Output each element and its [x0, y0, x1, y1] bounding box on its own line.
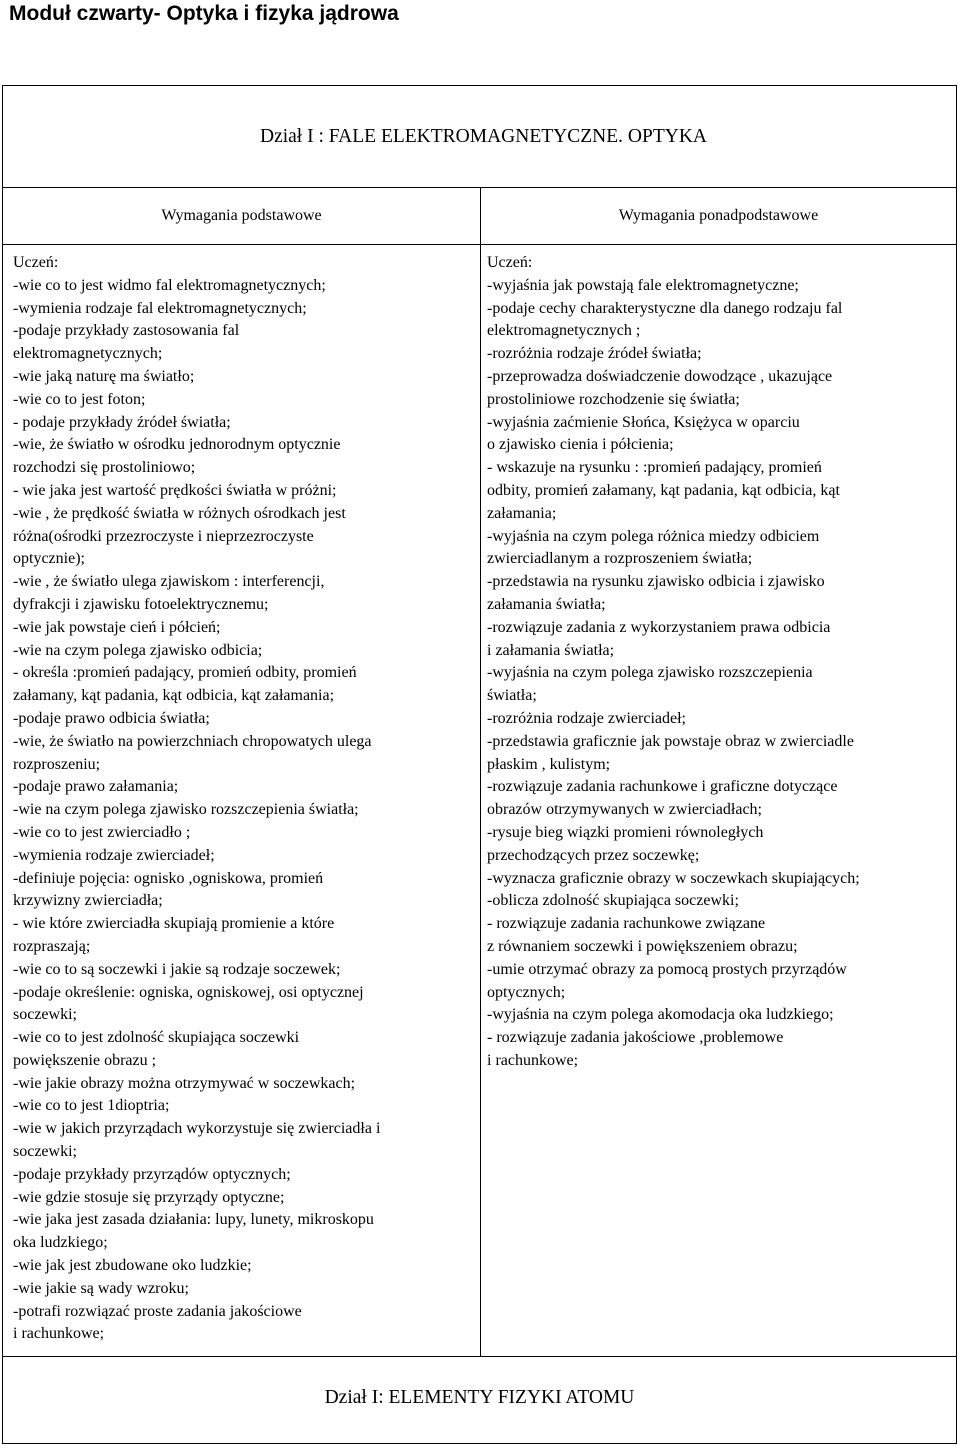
requirement-line: -rysuje bieg wiązki promieni równoległych	[487, 823, 764, 841]
requirement-line: rozpraszają;	[13, 937, 91, 955]
requirement-line: -wyjaśnia na czym polega zjawisko rozszczepienia	[487, 664, 813, 682]
requirement-line: -wie jakie są wady wzroku;	[13, 1279, 189, 1297]
requirement-line: -rozwiązuje zadania rachunkowe i graficzne dotyczące	[487, 778, 838, 796]
requirement-line: -wie co to są soczewki i jakie są rodzaje soczewek;	[13, 960, 341, 978]
requirement-line: -wie gdzie stosuje się przyrządy optyczne;	[13, 1188, 285, 1206]
requirement-line: dyfrakcji i zjawisku fotoelektrycznemu;	[13, 595, 269, 613]
requirement-line: -wie jakie obrazy można otrzymywać w soczewkach;	[13, 1074, 356, 1092]
requirements-table	[2, 85, 957, 1444]
requirement-line: -wie co to jest zdolność skupiająca soczewki	[13, 1029, 300, 1047]
requirement-line: - podaje przykłady źródeł światła;	[13, 413, 231, 431]
requirement-line: soczewki;	[13, 1006, 77, 1024]
requirement-line: i rachunkowe;	[487, 1051, 579, 1069]
section-heading-atom	[3, 1357, 957, 1444]
requirement-line: -wie co to jest widmo fal elektromagnetycznych;	[13, 276, 326, 294]
requirement-line: o zjawisko cienia i półcienia;	[487, 436, 674, 454]
requirement-line: -wyjaśnia jak powstają fale elektromagnetyczne;	[487, 276, 799, 294]
requirement-line: -podaje przykłady przyrządów optycznych;	[13, 1165, 291, 1183]
requirement-line: zwierciadlanym a rozproszeniem światła;	[487, 550, 753, 568]
requirement-line: -podaje prawo odbicia światła;	[13, 709, 210, 727]
requirement-line: -wie w jakich przyrządach wykorzystuje się zwierciadła i	[13, 1120, 381, 1138]
requirement-line: -podaje określenie: ogniska, ogniskowej, osi optycznej	[13, 983, 364, 1001]
requirement-line: płaskim , kulistym;	[487, 755, 611, 773]
requirement-line: - wskazuje na rysunku : :promień padający, promień	[487, 459, 822, 477]
requirement-line: Uczeń:	[487, 254, 533, 271]
requirement-line: -wie , że światło ulega zjawiskom : interferencji,	[13, 573, 325, 591]
requirement-line: -wie jak powstaje cień i półcień;	[13, 618, 221, 636]
section-heading-optics	[3, 86, 957, 188]
requirement-line: i rachunkowe;	[13, 1325, 105, 1343]
requirement-line: -potrafi rozwiązać proste zadania jakościowe	[13, 1302, 302, 1320]
requirement-line: oka ludzkiego;	[13, 1234, 108, 1252]
section-heading-text: Dział I : FALE ELEKTROMAGNETYCZNE. OPTYKA	[260, 125, 707, 147]
requirement-line: - rozwiązuje zadania jakościowe ,problemowe	[487, 1029, 784, 1047]
requirement-line: -wyjaśnia na czym polega akomodacja oka ludzkiego;	[487, 1006, 834, 1024]
requirement-line: -wyjaśnia na czym polega różnica miedzy odbiciem	[487, 527, 820, 545]
requirement-line: -wie co to jest foton;	[13, 390, 146, 408]
requirement-line: -wie , że prędkość światła w różnych ośrodkach jest	[13, 504, 346, 522]
requirement-line: prostoliniowe rozchodzenie się światła;	[487, 390, 740, 408]
requirement-line: -wie co to jest zwierciadło ;	[13, 823, 191, 841]
requirement-line: -rozróżnia rodzaje zwierciadeł;	[487, 709, 686, 727]
requirement-line: Uczeń:	[13, 254, 59, 271]
requirement-line: załamania światła;	[487, 595, 606, 613]
requirement-line: załamany, kąt padania, kąt odbicia, kąt załamania;	[13, 687, 335, 705]
requirement-line: - wie jaka jest wartość prędkości światła w próżni;	[13, 481, 337, 499]
requirement-line: rozchodzi się prostoliniowo;	[13, 459, 196, 477]
section-heading-text: Dział I: ELEMENTY FIZYKI ATOMU	[324, 1387, 635, 1409]
requirement-line: optycznych;	[487, 983, 566, 1001]
requirement-line: rozproszeniu;	[13, 755, 101, 773]
advanced-requirements-list	[481, 245, 957, 1357]
requirement-line: -wie, że światło w ośrodku jednorodnym optycznie	[13, 436, 341, 454]
requirement-line: -definiuje pojęcia: ognisko ,ogniskowa, promień	[13, 869, 324, 887]
requirement-line: - określa :promień padający, promień odbity, promień	[13, 664, 357, 682]
requirement-line: soczewki;	[13, 1143, 77, 1161]
requirement-line: przechodzących przez soczewkę;	[487, 846, 700, 864]
requirement-line: -umie otrzymać obrazy za pomocą prostych przyrządów	[487, 960, 847, 978]
requirement-line: -przedstawia na rysunku zjawisko odbicia i zjawisko	[487, 573, 825, 591]
requirement-line: krzywizny zwierciadła;	[13, 892, 163, 910]
requirement-line: załamania;	[487, 504, 557, 522]
column-header-advanced: Wymagania ponadpodstawowe	[481, 188, 957, 245]
requirement-line: -wie jak jest zbudowane oko ludzkie;	[13, 1257, 252, 1275]
requirement-line: z równaniem soczewki i powiększeniem obrazu;	[487, 937, 798, 955]
requirement-line: -wie, że światło na powierzchniach chropowatych ulega	[13, 732, 372, 750]
requirement-line: i załamania światła;	[487, 641, 615, 659]
requirement-line: -wymienia rodzaje zwierciadeł;	[13, 846, 215, 864]
requirement-line: -wymienia rodzaje fal elektromagnetycznych;	[13, 299, 307, 317]
requirement-line: odbity, promień załamany, kąt padania, kąt odbicia, kąt	[487, 481, 840, 499]
requirement-line: -rozróżnia rodzaje źródeł światła;	[487, 345, 702, 363]
requirement-line: - rozwiązuje zadania rachunkowe związane	[487, 915, 766, 933]
requirement-line: -wyjaśnia zaćmienie Słońca, Księżyca w oparciu	[487, 413, 800, 431]
requirement-line: optycznie);	[13, 550, 85, 568]
requirement-line: -podaje cechy charakterystyczne dla danego rodzaju fal	[487, 299, 843, 317]
requirement-line: -wie jaką naturę ma światło;	[13, 367, 195, 385]
requirement-line: światła;	[487, 687, 537, 705]
requirement-line: -wie na czym polega zjawisko rozszczepienia światła;	[13, 801, 359, 819]
requirement-line: -wie jaka jest zasada działania: lupy, lunety, mikroskopu	[13, 1211, 374, 1229]
requirement-line: elektromagnetycznych;	[13, 345, 163, 363]
requirement-line: -przeprowadza doświadczenie dowodzące , ukazujące	[487, 367, 833, 385]
requirement-line: - wie które zwierciadła skupiają promienie a które	[13, 915, 335, 933]
page-title: Moduł czwarty- Optyka i fizyka jądrowa	[9, 2, 399, 25]
requirement-line: -oblicza zdolność skupiająca soczewki;	[487, 892, 739, 910]
requirement-line: -wyznacza graficznie obrazy w soczewkach skupiających;	[487, 869, 860, 887]
requirement-line: -wie co to jest 1dioptria;	[13, 1097, 170, 1115]
requirement-line: -przedstawia graficznie jak powstaje obraz w zwierciadle	[487, 732, 854, 750]
requirement-line: obrazów otrzymywanych w zwierciadłach;	[487, 801, 762, 819]
basic-requirements-list	[3, 245, 481, 1357]
requirement-line: różna(ośrodki przezroczyste i nieprzezroczyste	[13, 527, 314, 545]
requirement-line: -podaje prawo załamania;	[13, 778, 179, 796]
column-header-basic: Wymagania podstawowe	[3, 188, 481, 245]
requirement-line: elektromagnetycznych ;	[487, 322, 641, 340]
requirement-line: -wie na czym polega zjawisko odbicia;	[13, 641, 263, 659]
requirement-line: -rozwiązuje zadania z wykorzystaniem prawa odbicia	[487, 618, 831, 636]
requirement-line: powiększenie obrazu ;	[13, 1051, 157, 1069]
requirement-line: -podaje przykłady zastosowania fal	[13, 322, 240, 340]
